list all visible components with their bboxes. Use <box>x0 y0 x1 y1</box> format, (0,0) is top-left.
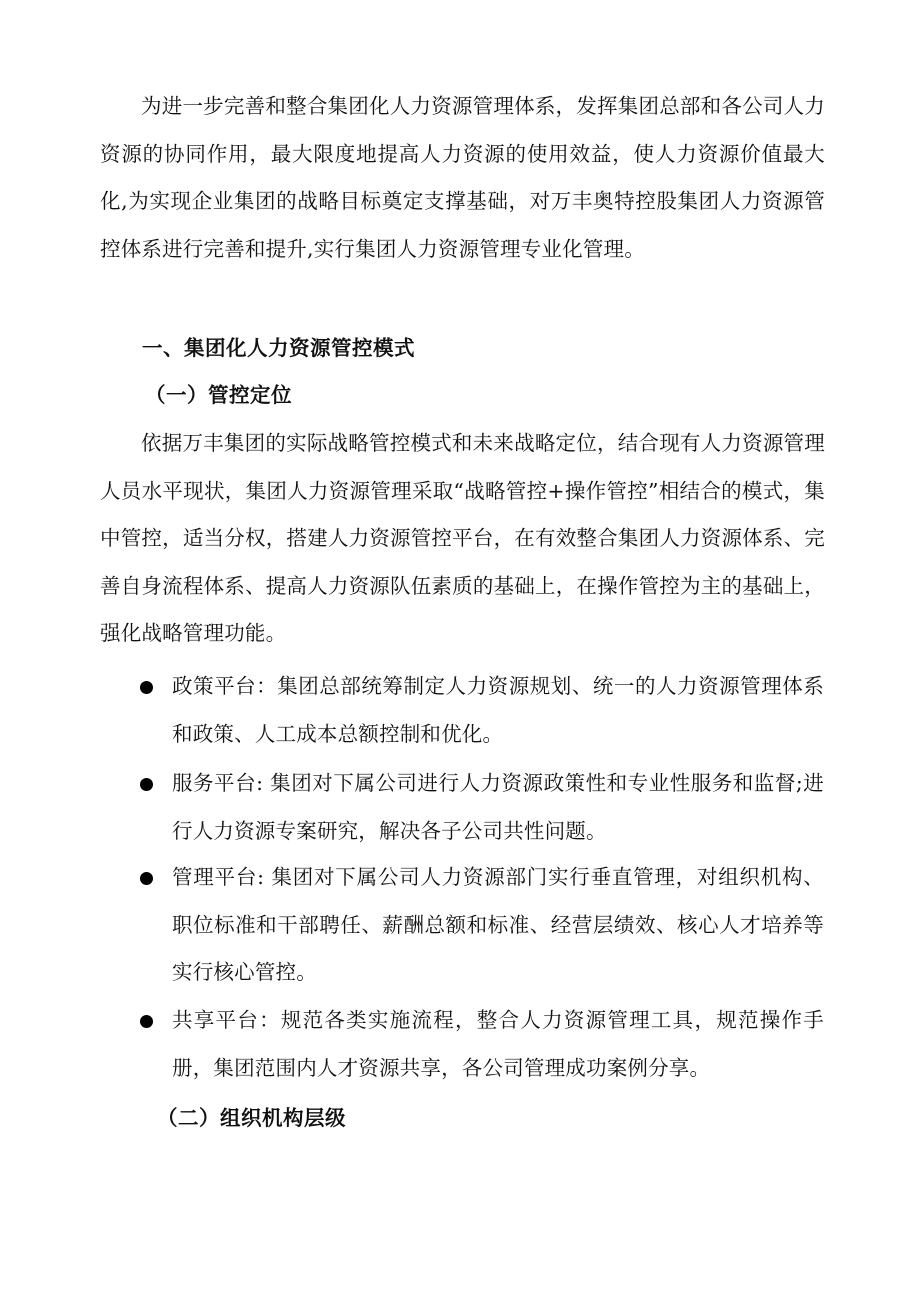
section-heading-hr-control-model: 一、集团化人力资源管控模式 <box>142 336 415 360</box>
intro-paragraph: 为进一步完善和整合集团化人力资源管理体系，发挥集团总部和各公司人力资源的协同作用，最大限度地提高人力资源的使用效益，使人力资源价值最大化,为实现企业集团的战略目标奠定支撑基础，对万丰奥特控股集团人力资源管控体系进行完善和提升,实行集团人力资源管理专业化管理。 <box>100 94 825 261</box>
control-positioning-paragraph: 依据万丰集团的实际战略管控模式和未来战略定位，结合现有人力资源管理人员水平现状，集团人力资源管理采取“战略管控+操作管控”相结合的模式，集中管控，适当分权，搭建人力资源管控平台，在有效整合集团人力资源体系、完善自身流程体系、提高人力资源队伍素质的基础上，在操作管控为主的基础上，强化战略管理功能。 <box>100 431 825 645</box>
bullet-dot-icon <box>140 872 153 885</box>
subsection-heading-org-structure-levels: （二）组织机构层级 <box>157 1106 346 1130</box>
bullet-dot-icon <box>140 681 153 694</box>
bullet-text: 管理平台: 集团对下属公司人力资源部门实行垂直管理，对组织机构、职位标准和干部聘任、薪酬总额和标准、经营层绩效、核心人才培养等实行核心管控。 <box>172 865 824 984</box>
bullet-text: 政策平台：集团总部统筹制定人力资源规划、统一的人力资源管理体系和政策、人工成本总额控制和优化。 <box>172 674 824 746</box>
bullet-dot-icon <box>140 778 153 791</box>
subsection-heading-control-positioning: （一）管控定位 <box>145 383 292 407</box>
bullet-text: 服务平台: 集团对下属公司进行人力资源政策性和专业性服务和监督;进行人力资源专案研究，解决各子公司共性问题。 <box>172 771 824 843</box>
bullet-text: 共享平台：规范各类实施流程，整合人力资源管理工具，规范操作手册，集团范围内人才资源共享，各公司管理成功案例分享。 <box>172 1008 824 1080</box>
bullet-dot-icon <box>140 1015 153 1028</box>
